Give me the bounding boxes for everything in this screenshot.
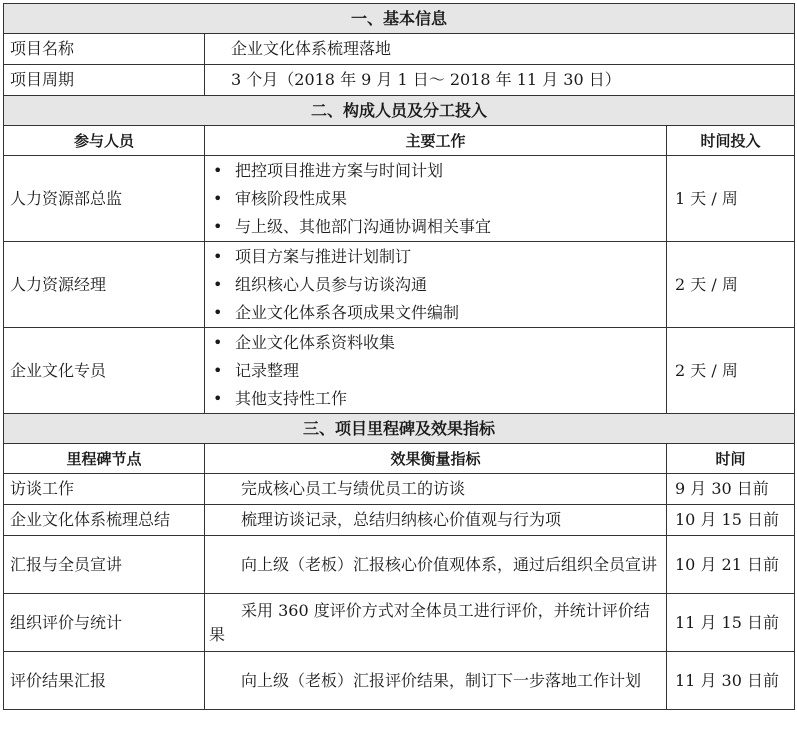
- task-text: 审核阶段性成果: [235, 188, 348, 208]
- milestone-row: [4, 536, 795, 594]
- task-text: 企业文化体系资料收集: [235, 332, 396, 352]
- staff-row: [4, 328, 795, 414]
- milestone-node: 评价结果汇报: [4, 652, 205, 710]
- staff-name: 企业文化专员: [4, 328, 205, 414]
- task-item: [213, 243, 660, 271]
- milestone-row: [4, 652, 795, 710]
- milestone-metric: 梳理访谈记录，总结归纳核心价值观与行为项: [205, 505, 667, 536]
- info-label: 项目名称: [4, 34, 205, 65]
- section-title: 二、构成人员及分工投入: [4, 96, 795, 126]
- section-header-row: [4, 96, 795, 126]
- column-header: 时间: [667, 444, 795, 474]
- info-row: [4, 65, 795, 96]
- bullet-icon: •: [213, 216, 223, 236]
- bullet-icon: •: [213, 388, 223, 408]
- column-header-row: [4, 126, 795, 156]
- task-list: [205, 242, 667, 328]
- info-value: 3 个月（2018 年 9 月 1 日～ 2018 年 11 月 30 日）: [205, 65, 795, 96]
- column-header: 参与人员: [4, 126, 205, 156]
- milestone-row: [4, 505, 795, 536]
- task-item: [213, 271, 660, 299]
- bullet-icon: •: [213, 160, 223, 180]
- milestone-node: 汇报与全员宣讲: [4, 536, 205, 594]
- task-text: 组织核心人员参与访谈沟通: [235, 274, 428, 294]
- info-label: 项目周期: [4, 65, 205, 96]
- task-list: [205, 156, 667, 242]
- time-investment: 2 天 / 周: [667, 328, 795, 414]
- task-text: 项目方案与推进计划制订: [235, 246, 412, 266]
- staff-name: 人力资源经理: [4, 242, 205, 328]
- time-investment: 1 天 / 周: [667, 156, 795, 242]
- milestone-time: 10 月 21 日前: [667, 536, 795, 594]
- task-text: 与上级、其他部门沟通协调相关事宜: [235, 216, 492, 236]
- milestone-row: [4, 594, 795, 652]
- task-item: [213, 213, 660, 241]
- milestone-node: 企业文化体系梳理总结: [4, 505, 205, 536]
- milestone-metric: 完成核心员工与绩优员工的访谈: [205, 474, 667, 505]
- bullet-icon: •: [213, 360, 223, 380]
- task-item: [213, 329, 660, 357]
- staff-row: [4, 156, 795, 242]
- task-item: [213, 299, 660, 327]
- task-text: 把控项目推进方案与时间计划: [235, 160, 444, 180]
- section-title: 三、项目里程碑及效果指标: [4, 414, 795, 444]
- column-header: 里程碑节点: [4, 444, 205, 474]
- task-item: [213, 185, 660, 213]
- column-header-row: [4, 444, 795, 474]
- column-header: 时间投入: [667, 126, 795, 156]
- staff-row: [4, 242, 795, 328]
- info-row: [4, 34, 795, 65]
- task-item: [213, 357, 660, 385]
- milestone-time: 9 月 30 日前: [667, 474, 795, 505]
- info-value: 企业文化体系梳理落地: [205, 34, 795, 65]
- task-text: 企业文化体系各项成果文件编制: [235, 302, 460, 322]
- column-header: 效果衡量指标: [205, 444, 667, 474]
- project-plan-table: [3, 3, 795, 710]
- bullet-icon: •: [213, 274, 223, 294]
- milestone-time: 11 月 15 日前: [667, 594, 795, 652]
- milestone-time: 11 月 30 日前: [667, 652, 795, 710]
- task-item: [213, 157, 660, 185]
- milestone-metric: 向上级（老板）汇报评价结果，制订下一步落地工作计划: [205, 652, 667, 710]
- milestone-time: 10 月 15 日前: [667, 505, 795, 536]
- milestone-metric: 向上级（老板）汇报核心价值观体系，通过后组织全员宣讲: [205, 536, 667, 594]
- milestone-node: 访谈工作: [4, 474, 205, 505]
- staff-name: 人力资源部总监: [4, 156, 205, 242]
- bullet-icon: •: [213, 332, 223, 352]
- task-list: [205, 328, 667, 414]
- column-header: 主要工作: [205, 126, 667, 156]
- bullet-icon: •: [213, 188, 223, 208]
- milestone-row: [4, 474, 795, 505]
- section-title: 一、基本信息: [4, 4, 795, 34]
- section-header-row: [4, 414, 795, 444]
- bullet-icon: •: [213, 246, 223, 266]
- bullet-icon: •: [213, 302, 223, 322]
- milestone-metric: 采用 360 度评价方式对全体员工进行评价，并统计评价结果: [205, 594, 667, 652]
- task-text: 其他支持性工作: [235, 388, 348, 408]
- task-text: 记录整理: [235, 360, 300, 380]
- task-item: [213, 385, 660, 413]
- time-investment: 2 天 / 周: [667, 242, 795, 328]
- milestone-node: 组织评价与统计: [4, 594, 205, 652]
- section-header-row: [4, 4, 795, 34]
